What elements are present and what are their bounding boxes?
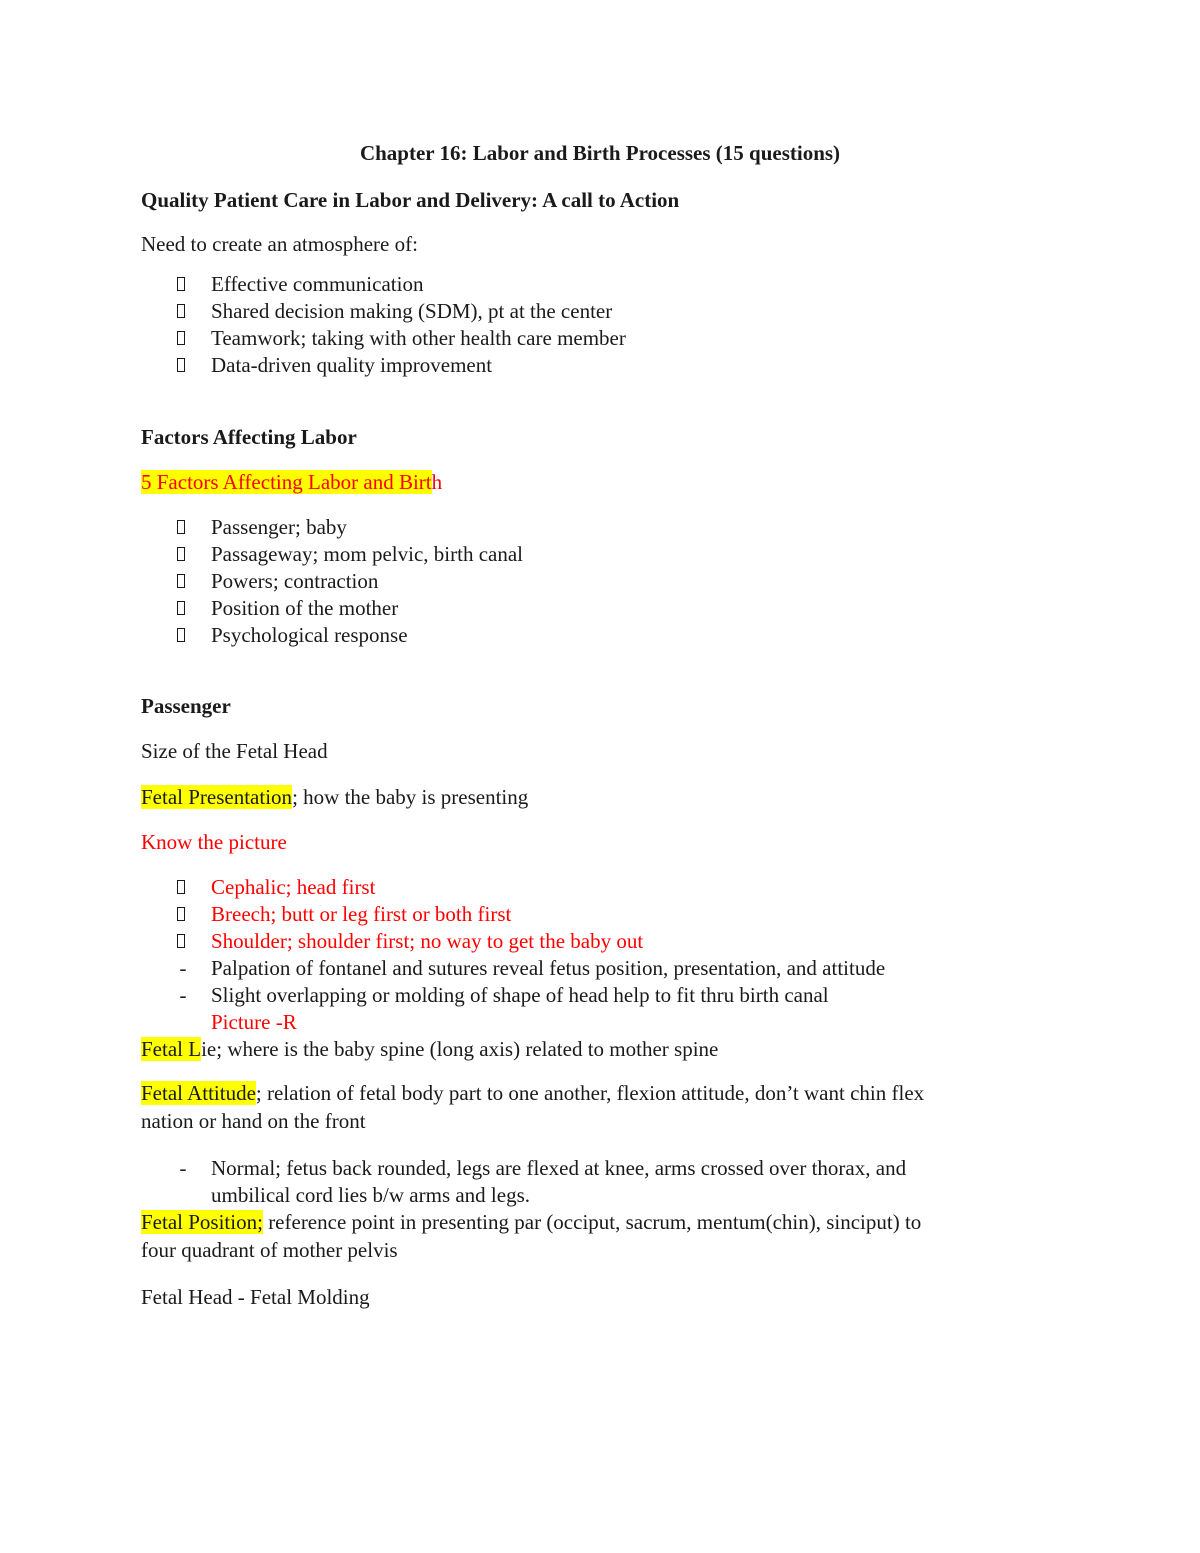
list-item: Passageway; mom pelvic, birth canal	[141, 541, 1030, 568]
factors-subheading: 5 Factors Affecting Labor and Birth	[141, 470, 443, 494]
section-heading-quality-care: Quality Patient Care in Labor and Delivery: A call to Action	[141, 188, 680, 212]
list-item: - Palpation of fontanel and sutures reveal fetus position, presentation, and attitude	[141, 955, 1030, 982]
missing-glyph-bullet-icon	[177, 520, 185, 534]
list-item: Data-driven quality improvement	[141, 352, 1030, 379]
missing-glyph-bullet-icon	[177, 574, 185, 588]
missing-glyph-bullet-icon	[177, 628, 185, 642]
size-of-fetal-head: Size of the Fetal Head	[141, 739, 328, 763]
fetal-molding-line: Fetal Head - Fetal Molding	[141, 1285, 370, 1309]
fetal-position-line-2: four quadrant of mother pelvis	[141, 1238, 398, 1262]
fetal-lie-line: Fetal Lie; where is the baby spine (long axis) related to mother spine	[141, 1037, 719, 1061]
missing-glyph-bullet-icon	[177, 880, 185, 894]
highlighted-term: Fetal Position;	[141, 1210, 263, 1234]
picture-note: Picture -R	[211, 1010, 297, 1034]
know-the-picture: Know the picture	[141, 830, 287, 854]
list-item: - Normal; fetus back rounded, legs are flexed at knee, arms crossed over thorax, and	[141, 1155, 1030, 1182]
fetal-attitude-line-2: nation or hand on the front	[141, 1109, 366, 1133]
list-item: Position of the mother	[141, 595, 1030, 622]
missing-glyph-bullet-icon	[177, 277, 185, 291]
fetal-position-line: Fetal Position; reference point in presenting par (occiput, sacrum, mentum(chin), sinciput) to	[141, 1210, 922, 1234]
atmosphere-list	[141, 271, 1030, 379]
fetal-attitude-line: Fetal Attitude; relation of fetal body part to one another, flexion attitude, don’t want chin flex	[141, 1081, 925, 1105]
dash-bullet-icon: -	[179, 1156, 187, 1180]
missing-glyph-bullet-icon	[177, 601, 185, 615]
missing-glyph-bullet-icon	[177, 547, 185, 561]
missing-glyph-bullet-icon	[177, 907, 185, 921]
dash-bullet-icon: -	[179, 956, 187, 980]
section-heading-passenger: Passenger	[141, 694, 231, 718]
list-item: Passenger; baby	[141, 514, 1030, 541]
list-item: Breech; butt or leg first or both first	[141, 901, 1030, 928]
missing-glyph-bullet-icon	[177, 934, 185, 948]
document-title: Chapter 16: Labor and Birth Processes (15 questions)	[359, 141, 841, 165]
missing-glyph-bullet-icon	[177, 358, 185, 372]
list-item-continuation: umbilical cord lies b/w arms and legs.	[211, 1183, 531, 1207]
missing-glyph-bullet-icon	[177, 331, 185, 345]
normal-attitude-list	[141, 1155, 1030, 1209]
presentation-list	[141, 874, 1030, 1036]
list-item: Cephalic; head first	[141, 874, 1030, 901]
highlighted-red-text: 5 Factors Affecting Labor and Birt	[141, 470, 432, 494]
list-item: - Slight overlapping or molding of shape of head help to fit thru birth canal	[141, 982, 1030, 1009]
fetal-presentation-line: Fetal Presentation; how the baby is presenting	[141, 785, 529, 809]
section-heading-factors: Factors Affecting Labor	[141, 425, 357, 449]
list-item: Effective communication	[141, 271, 1030, 298]
atmosphere-intro: Need to create an atmosphere of:	[141, 232, 418, 256]
highlighted-term: Fetal L	[141, 1037, 202, 1061]
list-item: Teamwork; taking with other health care member	[141, 325, 1030, 352]
list-item: Shoulder; shoulder first; no way to get the baby out	[141, 928, 1030, 955]
list-item: Powers; contraction	[141, 568, 1030, 595]
list-item: Shared decision making (SDM), pt at the center	[141, 298, 1030, 325]
highlighted-term: Fetal Attitude	[141, 1081, 256, 1105]
highlighted-term: Fetal Presentation	[141, 785, 293, 809]
dash-bullet-icon: -	[179, 983, 187, 1007]
factors-list	[141, 514, 1030, 649]
missing-glyph-bullet-icon	[177, 304, 185, 318]
list-item: Psychological response	[141, 622, 1030, 649]
